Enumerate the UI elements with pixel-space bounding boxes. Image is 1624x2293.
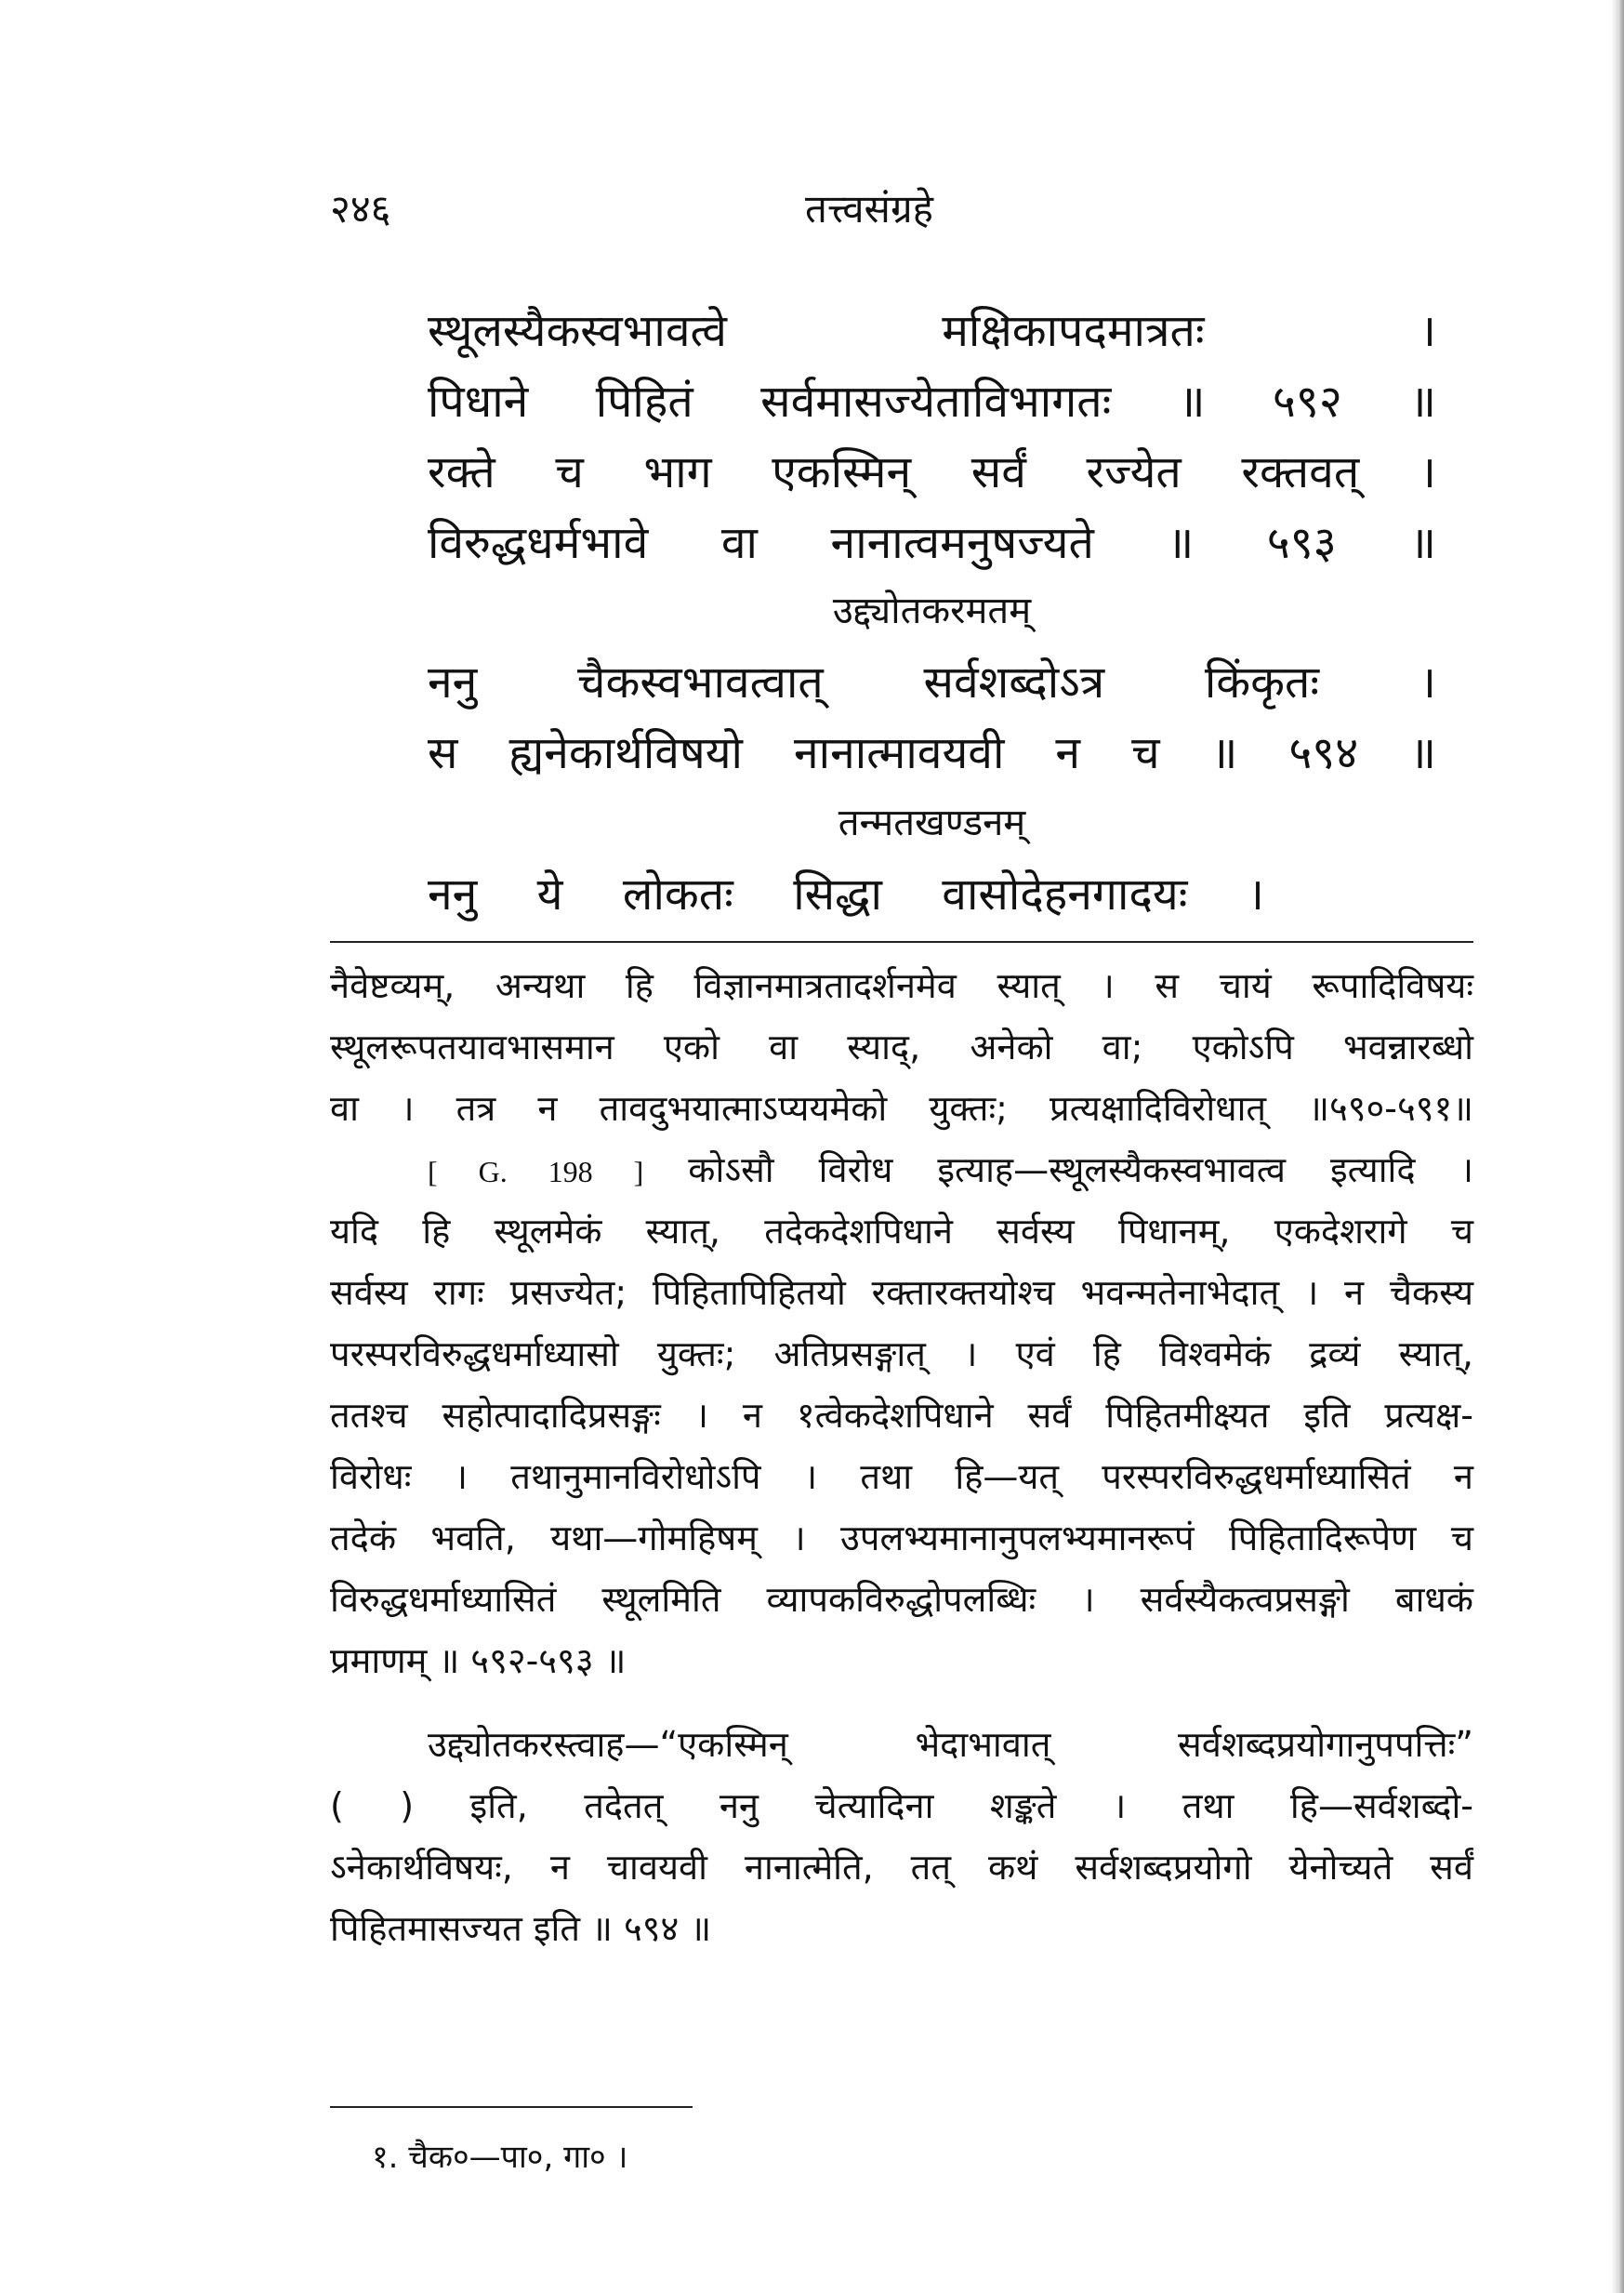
verse-line: पिधाने पिहितं सर्वमासज्येताविभागतः ॥ ५९२ ॥ — [428, 376, 1436, 428]
commentary-line: सर्वस्य रागः प्रसज्येत; पिहितापिहितयो रक्तारक्तयोश्च भवन्मतेनाभेदात् । न चैकस्य — [330, 1272, 1473, 1313]
verse-line: ननु चैकस्वभावत्वात् सर्वशब्दोऽत्र किंकृतः । — [428, 656, 1436, 709]
commentary-line: वा । तत्र न तावदुभयात्माऽप्ययमेको युक्तः; प्रत्यक्षादिविरोधात् ॥५९०-५९१॥ — [330, 1088, 1473, 1129]
commentary-line: स्थूलरूपतयावभासमान एको वा स्याद्, अनेको वा; एकोऽपि भवन्नारब्धो — [330, 1027, 1473, 1067]
commentary-line: विरुद्धधर्माध्यासितं स्थूलमिति व्यापकविरुद्धोपलब्धिः । सर्वस्यैकत्वप्रसङ्गो बाधकं — [330, 1579, 1473, 1620]
reference-tag: [ G. 198 ] — [428, 1155, 644, 1188]
text-divider — [330, 941, 1473, 943]
commentary-line: यदि हि स्थूलमेकं स्यात्, तदेकदेशपिधाने सर्वस्य पिधानम्, एकदेशरागे च — [330, 1211, 1473, 1252]
page-edge-shadow — [1611, 0, 1624, 2293]
verse-line: रक्ते च भाग एकस्मिन् सर्वं रज्येत रक्तवत् । — [428, 446, 1436, 498]
footnote-divider — [330, 2106, 693, 2108]
page-number: २४६ — [330, 186, 391, 232]
commentary-line: प्रमाणम् ॥ ५९२-५९३ ॥ — [330, 1640, 627, 1681]
commentary-line: पिहितमासज्यत इति ॥ ५९४ ॥ — [330, 1908, 712, 1949]
footnote: १. चैक०—पा०, गा० । — [372, 2139, 628, 2176]
page-header — [330, 181, 1408, 246]
commentary-line — [428, 1142, 1473, 1198]
commentary-line: विरोधः । तथानुमानविरोधोऽपि । तथा हि—यत् परस्परविरुद्धधर्माध्यासितं न — [330, 1456, 1473, 1497]
verse-line: स ह्यनेकार्थविषयो नानात्मावयवी न च ॥ ५९४ ॥ — [428, 727, 1436, 779]
commentary-line: उद्द्योतकरस्त्वाह—“एकस्मिन् भेदाभावात् सर्वशब्दप्रयोगानुपपत्तिः” — [428, 1724, 1473, 1765]
commentary-text: कोऽसौ विरोध इत्याह—स्थूलस्यैकस्वभावत्व इत्यादि । — [688, 1149, 1474, 1190]
section-heading: तन्मतखण्डनम् — [838, 802, 1026, 844]
verse-line: विरुद्धधर्मभावे वा नानात्वमनुषज्यते ॥ ५९३ ॥ — [428, 517, 1436, 569]
commentary-line: ततश्च सहोत्पादादिप्रसङ्गः । न १त्वेकदेशपिधाने सर्वं पिहितमीक्ष्यत इति प्रत्यक्ष- — [330, 1395, 1473, 1436]
commentary-line: परस्परविरुद्धधर्माध्यासो युक्तः; अतिप्रसङ्गात् । एवं हि विश्वमेकं द्रव्यं स्यात्, — [330, 1333, 1473, 1374]
section-heading: उद्द्योतकरमतम् — [832, 590, 1032, 632]
commentary-line: नैवेष्टव्यम्, अन्यथा हि विज्ञानमात्रतादर्शनमेव स्यात् । स चायं रूपादिविषयः — [330, 965, 1473, 1006]
commentary-line: ( ) इति, तदेतत् ननु चेत्यादिना शङ्कते । तथा हि—सर्वशब्दो- — [330, 1785, 1473, 1826]
verse-line: ननु ये लोकतः सिद्धा वासोदेहनगादयः । — [428, 868, 1264, 921]
running-title: तत्त्वसंग्रहे — [805, 186, 933, 232]
commentary-line: तदेकं भवति, यथा—गोमहिषम् । उपलभ्यमानानुपलभ्यमानरूपं पिहितादिरूपेण च — [330, 1518, 1473, 1558]
commentary-line: ऽनेकार्थविषयः, न चावयवी नानात्मेति, तत् कथं सर्वशब्दप्रयोगो येनोच्यते सर्वं — [330, 1847, 1473, 1888]
verse-line: स्थूलस्यैकस्वभावत्वे मक्षिकापदमात्रतः । — [428, 305, 1436, 357]
